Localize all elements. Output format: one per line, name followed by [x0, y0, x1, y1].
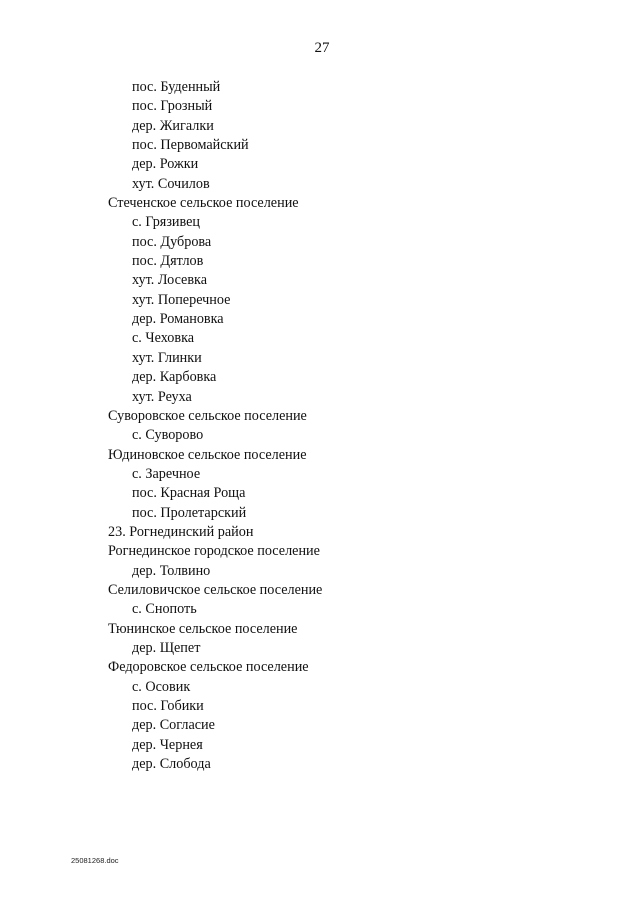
list-item: дер. Жигалки: [132, 117, 214, 134]
list-heading: Рогнединское городское поселение: [108, 543, 320, 560]
list-heading: Селиловичское сельское поселение: [108, 581, 323, 598]
list-item: дер. Слобода: [132, 756, 211, 773]
list-item: дер. Чернея: [132, 736, 203, 753]
list-item: хут. Поперечное: [132, 291, 231, 308]
list-item: хут. Сочилов: [132, 175, 210, 192]
list-item: дер. Романовка: [132, 311, 224, 328]
list-heading: Юдиновское сельское поселение: [108, 446, 307, 463]
list-item: с. Заречное: [132, 465, 201, 482]
list-heading: 23. Рогнединский район: [108, 523, 254, 540]
list-item: хут. Реуха: [132, 388, 192, 405]
settlement-list: [0, 78, 640, 774]
list-item: с. Суворово: [132, 427, 204, 444]
list-item: хут. Глинки: [132, 349, 202, 366]
list-heading: Федоровское сельское поселение: [108, 659, 309, 676]
list-heading: Стеченское сельское поселение: [108, 195, 299, 212]
list-item: дер. Карбовка: [132, 369, 217, 386]
list-item: с. Снопоть: [132, 601, 197, 618]
list-item: пос. Дуброва: [132, 233, 212, 250]
list-item: дер. Рожки: [132, 156, 199, 173]
list-item: с. Осовик: [132, 678, 191, 695]
list-item: дер. Согласие: [132, 717, 215, 734]
list-item: пос. Гобики: [132, 698, 204, 714]
list-item: с. Грязивец: [132, 214, 201, 231]
list-item: дер. Толвино: [132, 562, 211, 579]
list-item: пос. Красная Роща: [132, 485, 246, 502]
footer-filename: 25081268.doc: [71, 856, 119, 865]
list-item: с. Чеховка: [132, 330, 195, 347]
page-number: 27: [314, 40, 330, 56]
list-item: пос. Дятлов: [132, 253, 204, 270]
list-item: хут. Лосевка: [132, 272, 208, 289]
list-item: пос. Пролетарский: [132, 504, 247, 521]
list-item: пос. Грозный: [132, 98, 213, 115]
list-item: дер. Щепет: [132, 639, 201, 656]
list-heading: Тюнинское сельское поселение: [108, 620, 298, 637]
list-item: пос. Буденный: [132, 79, 221, 95]
list-item: пос. Первомайский: [132, 137, 249, 154]
list-heading: Суворовское сельское поселение: [108, 407, 307, 424]
